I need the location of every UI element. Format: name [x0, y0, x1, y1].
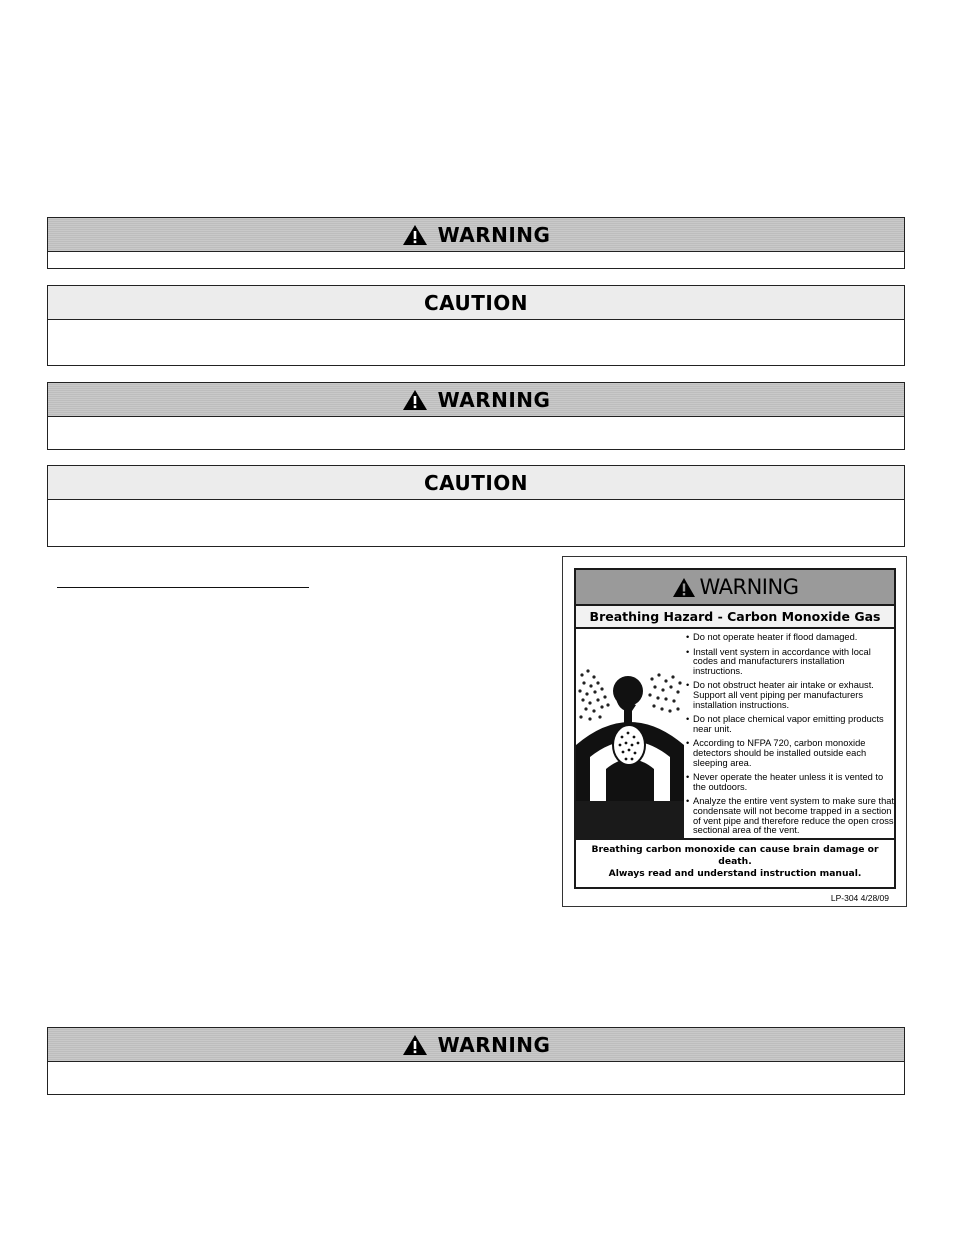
warning-triangle-icon	[402, 389, 428, 411]
warning-box-3	[47, 1027, 905, 1095]
caution-heading-1	[48, 286, 904, 320]
label-instructions-list	[686, 633, 896, 841]
warning-heading-2	[48, 383, 904, 417]
warning-triangle-icon	[672, 577, 696, 598]
label-item: • Do not operate heater if flood damaged.	[686, 633, 896, 643]
label-item: • Analyze the entire vent system to make sure that condensate will not become trapped in a section of vent pipe and therefore reduce the open cross sectional area of the vent.	[686, 797, 896, 835]
caution-heading-2	[48, 466, 904, 500]
breathing-hazard-pictogram	[576, 629, 684, 838]
label-heading	[576, 570, 894, 606]
label-item: • According to NFPA 720, carbon monoxide detectors should be installed outside each sleeping area.	[686, 739, 896, 768]
caution-heading-text: CAUTION	[423, 290, 529, 315]
warning-heading-text: WARNING	[437, 387, 551, 412]
warning-label-figure	[562, 556, 907, 907]
caution-box-1	[47, 285, 905, 366]
label-subheading: Breathing Hazard - Carbon Monoxide Gas	[576, 606, 894, 629]
label-code: LP-304 4/28/09	[830, 893, 889, 903]
label-footer-line-1: Breathing carbon monoxide can cause brain damage or death.	[591, 844, 879, 867]
label-footer	[576, 840, 894, 880]
label-item: • Install vent system in accordance with local codes and manufacturers installation instructions.	[686, 648, 896, 677]
label-item: • Do not place chemical vapor emitting products near unit.	[686, 715, 896, 734]
warning-heading-1	[48, 218, 904, 252]
warning-heading-text: WARNING	[437, 1032, 551, 1057]
section-heading-underline	[57, 587, 309, 588]
label-heading-text: WARNING	[699, 575, 799, 599]
caution-heading-text: CAUTION	[423, 470, 529, 495]
warning-label	[574, 568, 896, 889]
warning-box-1	[47, 217, 905, 269]
caution-box-2	[47, 465, 905, 547]
label-footer-line-2: Always read and understand instruction manual.	[608, 868, 862, 879]
warning-heading-text: WARNING	[437, 222, 551, 247]
warning-box-2	[47, 382, 905, 450]
label-item: • Never operate the heater unless it is vented to the outdoors.	[686, 773, 896, 792]
label-body	[576, 629, 894, 840]
warning-heading-3	[48, 1028, 904, 1062]
warning-triangle-icon	[402, 224, 428, 246]
label-item: • Do not obstruct heater air intake or exhaust. Support all vent piping per manufacturers installation instructions.	[686, 681, 896, 710]
warning-triangle-icon	[402, 1034, 428, 1056]
